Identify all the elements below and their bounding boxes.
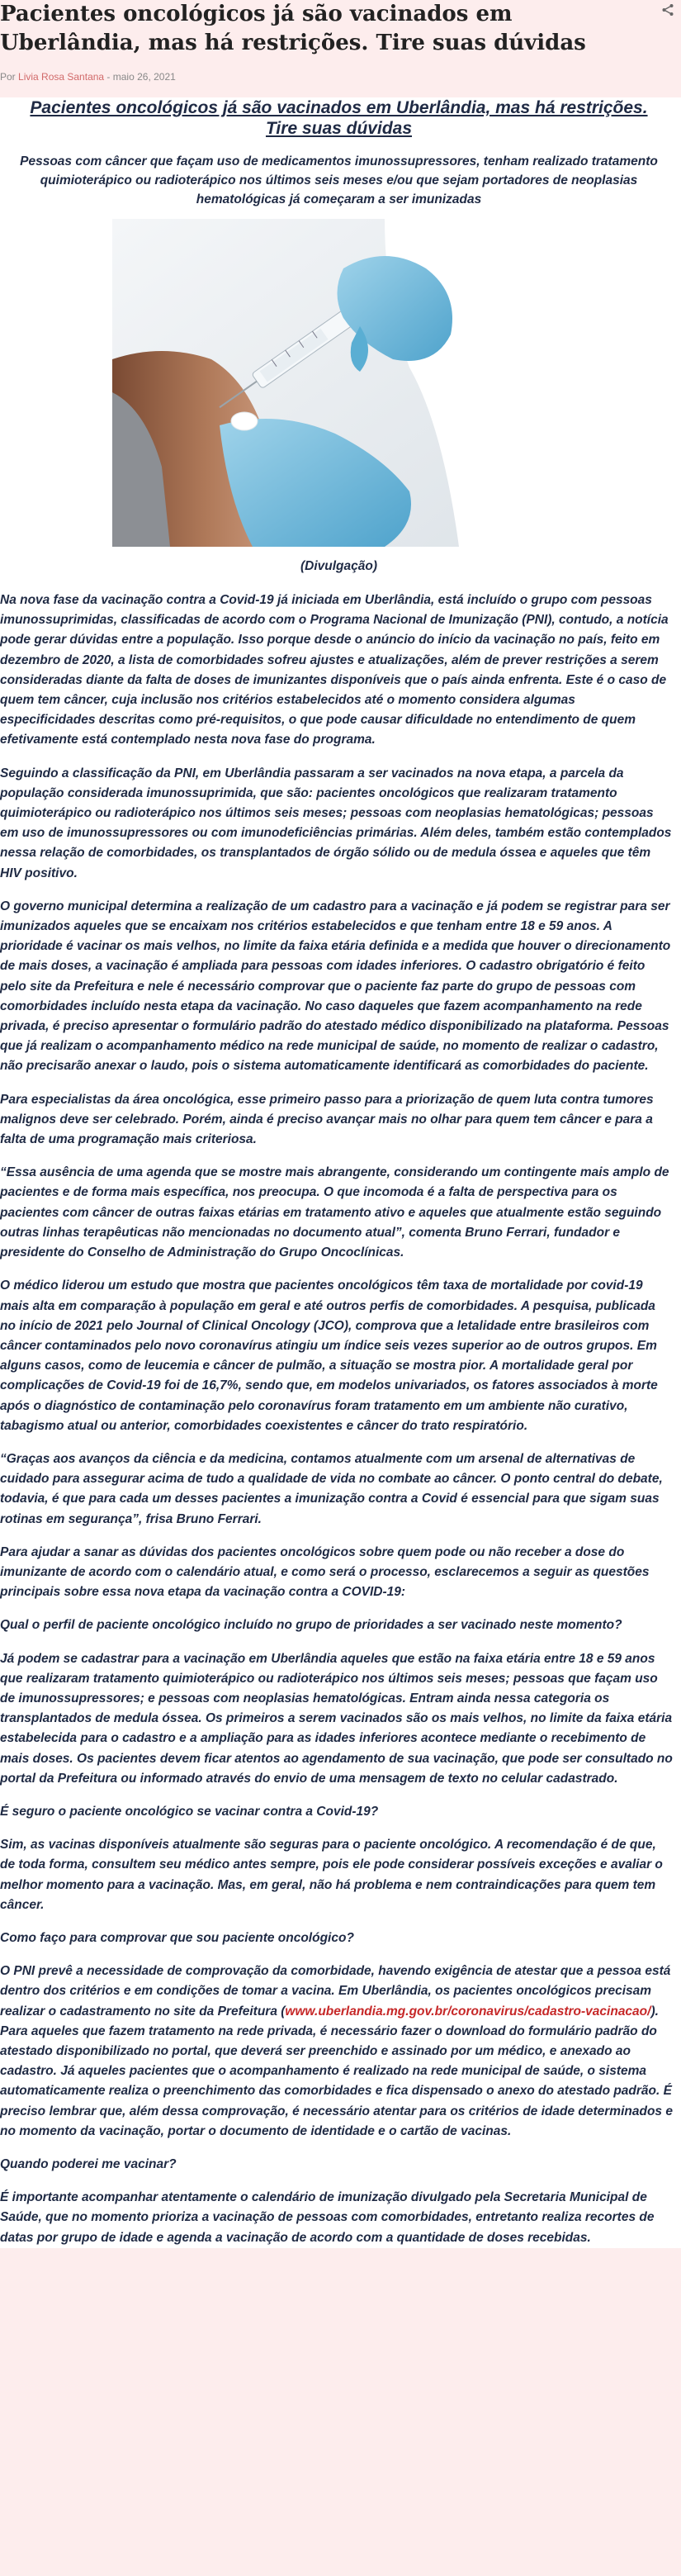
share-icon[interactable] [660, 2, 676, 18]
post-title: Pacientes oncológicos já são vacinados em Uberlândia, mas há restrições. Tire suas dúvidas [0, 2, 586, 55]
faq-question: É seguro o paciente oncológico se vacinar contra a Covid-19? [0, 1804, 379, 1819]
faq-answer: Já podem se cadastrar para a vacinação em Uberlândia aqueles que estão na faixa etária entre 18 e 59 anos que realizaram tratamento quimioterápico ou radioterápico nos últimos seis meses; pessoas que façam uso de imunossupressores; e pessoas com neoplasias hematológicas. Entram ainda nessa categoria os transplantados de medula óssea. Os primeiros a serem vacinados são os mais velhos, no limite da faixa etária estabelecida para o cadastro e a ampliação para as idades inferiores acontece mediante o recebimento de mais doses. Os pacientes devem ficar atentos ao agendamento de sua vacinação, que pode ser consultado no portal da Prefeitura ou informado através do envio de uma mensagem de texto no celular cadastrado. [0, 1651, 673, 1786]
article-lead: Pessoas com câncer que façam uso de medicamentos imunossupressores, tenham realizado tratamento quimioterápico ou radioterápico nos últimos seis meses e/ou que sejam portadores de neoplasias hematológicas já começaram a ser imunizadas [20, 154, 658, 206]
faq-question: Qual o perfil de paciente oncológico incluído no grupo de prioridades a ser vacinado neste momento? [0, 1618, 622, 1633]
faq-answer [0, 1962, 678, 2142]
faq-question: Como faço para comprovar que sou paciente oncológico? [0, 1930, 354, 1945]
faq-answer: Sim, as vacinas disponíveis atualmente são seguras para o paciente oncológico. A recomendação é de que, de toda forma, consultem seu médico antes sempre, pois ele pode considerar possíveis exceções e avaliar o melhor momento para a vacinação. Mas, em geral, não há problema e nem contraindicações para quem tem câncer. [0, 1838, 663, 1912]
article-body [0, 97, 681, 2248]
vaccination-photo [112, 219, 566, 547]
registration-link[interactable]: www.uberlandia.mg.gov.br/coronavirus/cadastro-vacinacao/ [285, 2004, 651, 2019]
quote-paragraph: “Graças aos avanços da ciência e da medicina, contamos atualmente com um arsenal de alternativas de cuidado para assegurar acima de tudo a qualidade de vida no combate ao câncer. O ponto central do debate, todavia, é que para cada um desses pacientes a imunização contra a Covid é essencial para que sigam suas rotinas em segurança”, frisa Bruno Ferrari. [0, 1451, 663, 1526]
paragraph: Para especialistas da área oncológica, esse primeiro passo para a priorização de quem luta contra tumores malignos deve ser celebrado. Porém, ainda é preciso avançar mais no olhar para quem tem câncer e para a falta de uma programação mais criteriosa. [0, 1092, 654, 1147]
post-meta [0, 71, 681, 83]
post-header [0, 0, 681, 58]
answer-text: ). Para aqueles que fazem tratamento na rede privada, é necessário fazer o download do formulário padrão do atestado disponibilizado no portal, que deverá ser preenchido e assinado por um médico, e anexado ao cadastro. Já aqueles pacientes que o acompanhamento é realizado na rede municipal de saúde, o sistema automaticamente realiza o preenchimento das comorbidades e fica dispensado o anexo do atestado padrão. É preciso lembrar que, além dessa comprovação, é necessário atentar para os critérios de idade determinados e no momento da vacinação, portar o documento de identidade e o cartão de vacinas. [0, 2004, 673, 2138]
post-date: maio 26, 2021 [112, 71, 176, 83]
paragraph: O médico liderou um estudo que mostra que pacientes oncológicos têm taxa de mortalidade por covid-19 mais alta em comparação à população em geral e até outros perfis de comorbidades. A pesquisa, publicada no início de 2021 pelo Journal of Clinical Oncology (JCO), comprova que a letalidade entre brasileiros com câncer contaminados pelo novo coronavírus atingiu um índice seis vezes superior ao de outros grupos. Em alguns casos, como de leucemia e câncer de pulmão, a situação se mostra pior. A mortalidade geral por complicações de Covid-19 foi de 16,7%, sendo que, em modelos univariados, os fatores associados à morte após o diagnóstico de contaminação pelo coronavírus foram tratamento em um ambiente não curativo, tabagismo atual ou anterior, comorbidades coexistentes e câncer do trato respiratório. [0, 1279, 658, 1433]
meta-separator: - [104, 71, 113, 83]
author-link[interactable]: Livia Rosa Santana [18, 71, 105, 83]
article-figure [0, 219, 678, 574]
faq-answer: É importante acompanhar atentamente o calendário de imunização divulgado pela Secretaria Municipal de Saúde, que no momento prioriza a vacinação de pessoas com comorbidades, entretanto realiza recortes de datas por grupo de idade e agenda a vacinação de acordo com a quantidade de doses recebidas. [0, 2190, 655, 2245]
faq-question: Quando poderei me vacinar? [0, 2157, 177, 2172]
answer-text: O PNI prevê a necessidade de comprovação da comorbidade, havendo exigência de atestar que a pessoa está dentro dos critérios e em condições de tomar a vacina. Em Uberlândia, os pacientes oncológicos precisam realizar o cadastramento no site da Prefeitura ( [0, 1964, 671, 2019]
by-prefix: Por [0, 71, 19, 83]
paragraph: Para ajudar a sanar as dúvidas dos pacientes oncológicos sobre quem pode ou não receber a dose do imunizante de acordo com o calendário atual, e como será o processo, esclarecemos a seguir as questões principais sobre essa nova etapa da vacinação contra a COVID-19: [0, 1544, 650, 1600]
paragraph: O governo municipal determina a realização de um cadastro para a vacinação e já podem se registrar para ser imunizados aqueles que se encaixam nos critérios estabelecidos e que tenham entre 18 e 59 anos. A prioridade é vacinar os mais velhos, no limite da faixa etária definida e a medida que houver o direcionamento de mais doses, a vacinação é ampliada para pessoas com idades inferiores. O cadastro obrigatório é feito pelo site da Prefeitura e nele é necessário comprovar que o paciente faz parte do grupo de pessoas com comorbidades incluído nesta etapa da vacinação. No caso daqueles que fazem acompanhamento na rede privada, é preciso apresentar o formulário padrão do atestado médico disponibilizado na plataforma. Pessoas que já realizam o acompanhamento médico na rede municipal de saúde, no momento de realizar o cadastro, não precisarão anexar o laudo, pois o sistema automaticamente identificará as comorbidades do paciente. [0, 899, 671, 1074]
quote-paragraph: “Essa ausência de uma agenda que se mostre mais abrangente, considerando um contingente mais amplo de pacientes e de forma mais específica, nos preocupa. O que incomoda é a falta de perspectiva para os pacientes com câncer de outras faixas etárias em tratamento ativo e aqueles que atualmente estão seguindo outras linhas terapêuticas não mencionadas no documento atual”, comenta Bruno Ferrari, fundador e presidente do Conselho de Administração do Grupo Oncoclínicas. [0, 1165, 669, 1260]
paragraph: Na nova fase da vacinação contra a Covid-19 já iniciada em Uberlândia, está incluído o grupo com pessoas imunossuprimidas, classificadas de acordo com o Programa Nacional de Imunização (PNI), contudo, a notícia pode gerar dúvidas entre a população. Isso porque desde o anúncio do início da vacinação no país, feito em dezembro de 2020, a lista de comorbidades sofreu ajustes e atualizações, além de prever restrições a serem consideradas diante da falta de doses de imunizantes disponíveis que o país ainda enfrenta. Este é o caso de quem tem câncer, cuja inclusão nos critérios estabelecidos até o momento considera algumas especificidades descritas como pré-requisitos, o que pode causar dificuldade no entendimento de quem efetivamente está contemplado nesta nova fase do programa. [0, 593, 669, 747]
figure-caption: (Divulgação) [300, 559, 377, 573]
article-title: Pacientes oncológicos já são vacinados em Uberlândia, mas há restrições. Tire suas dúvidas [30, 98, 648, 138]
paragraph: Seguindo a classificação da PNI, em Uberlândia passaram a ser vacinados na nova etapa, a parcela da população considerada imunossuprimida, que são: pacientes oncológicos que realizaram tratamento quimioterápico ou radioterápico nos últimos seis meses; pessoas com neoplasias hematológicas; pessoas em uso de imunossupressores ou com imunodeficiências primárias. Além deles, também estão contemplados nessa relação de comorbidades, os transplantados de órgão sólido ou de medula óssea e aqueles que têm HIV positivo. [0, 766, 672, 880]
